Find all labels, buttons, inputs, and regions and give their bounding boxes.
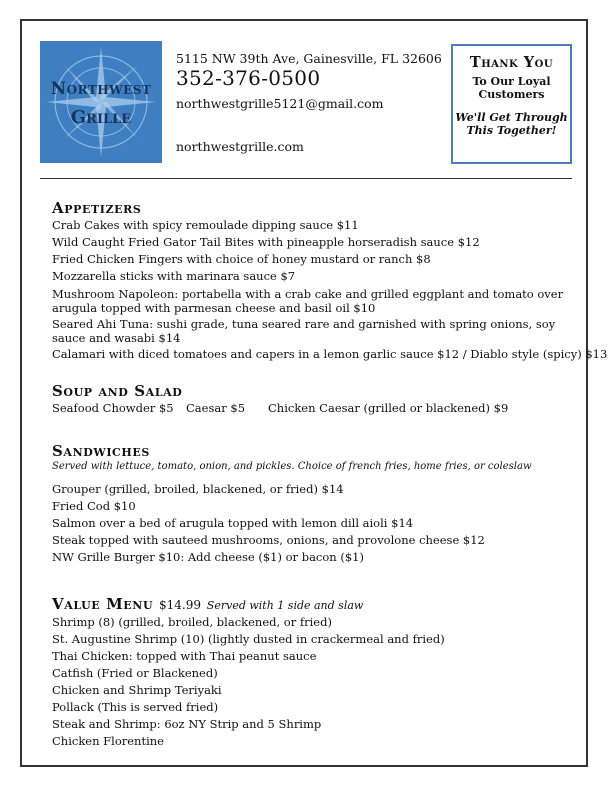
thank-you-title: Thank You — [469, 54, 554, 71]
logo-line-1: Northwest — [50, 79, 152, 99]
menu-item: Mozzarella sticks with marinara sauce $7 — [52, 269, 296, 283]
soup-salad-section — [52, 383, 582, 417]
menu-item: NW Grille Burger $10: Add cheese ($1) or bacon ($1) — [52, 550, 364, 564]
menu-item: Chicken and Shrimp Teriyaki — [52, 683, 222, 697]
section-heading-soup-salad: Soup and Salad — [52, 382, 183, 400]
menu-item: Seafood Chowder $5 — [52, 401, 174, 415]
thank-you-line-1: To Our Loyal Customers — [472, 75, 551, 101]
website: northwestgrille.com — [176, 139, 304, 154]
thank-you-line-2: We'll Get Through This Together! — [455, 111, 568, 137]
compass-rose-icon — [40, 41, 162, 163]
logo-line-2: Grille — [70, 107, 132, 128]
menu-item: Thai Chicken: topped with Thai peanut sauce — [52, 649, 317, 663]
sandwiches-note: Served with lettuce, tomato, onion, and pickles. Choice of french fries, home fries, or coleslaw — [52, 461, 532, 472]
header-divider — [40, 178, 572, 179]
address: 5115 NW 39th Ave, Gainesville, FL 32606 — [176, 51, 442, 66]
section-heading-value-menu — [52, 596, 582, 614]
menu-item: Chicken Florentine — [52, 734, 164, 748]
menu-item: Caesar $5 — [186, 401, 246, 415]
menu-item: Steak and Shrimp: 6oz NY Strip and 5 Shrimp — [52, 717, 322, 731]
menu-item: Calamari with diced tomatoes and capers in a lemon garlic sauce $12 / Diablo style (spicy) $13 — [52, 347, 608, 361]
thank-you-box — [451, 44, 572, 164]
menu-item: Seared Ahi Tuna: sushi grade, tuna seared rare and garnished with spring onions, soy sauce and wasabi $14 — [52, 317, 556, 345]
menu-item: Salmon over a bed of arugula topped with lemon dill aioli $14 — [52, 516, 414, 530]
menu-item: Wild Caught Fried Gator Tail Bites with pineapple horseradish sauce $12 — [52, 235, 480, 249]
menu-item: Fried Chicken Fingers with choice of honey mustard or ranch $8 — [52, 252, 431, 266]
menu-item: Shrimp (8) (grilled, broiled, blackened, or fried) — [52, 615, 332, 629]
section-heading-appetizers: Appetizers — [52, 199, 142, 217]
menu-item: Mushroom Napoleon: portabella with a crab cake and grilled eggplant and tomato over arugula topped with parmesan cheese and basil oil $10 — [52, 287, 564, 315]
menu-item: St. Augustine Shrimp (10) (lightly dusted in crackermeal and fried) — [52, 632, 445, 646]
restaurant-logo — [40, 41, 162, 163]
menu-item: Grouper (grilled, broiled, blackened, or fried) $14 — [52, 482, 344, 496]
section-heading-sandwiches: Sandwiches — [52, 442, 150, 460]
sandwiches-section — [52, 443, 582, 566]
value-menu-note: Served with 1 side and slaw — [206, 599, 364, 612]
value-menu-section — [52, 596, 582, 750]
value-menu-title: Value Menu — [52, 595, 154, 613]
value-menu-price: $14.99 — [158, 598, 201, 612]
menu-item: Crab Cakes with spicy remoulade dipping sauce $11 — [52, 218, 359, 232]
menu-item: Catfish (Fried or Blackened) — [52, 666, 218, 680]
menu-item: Steak topped with sauteed mushrooms, onions, and provolone cheese $12 — [52, 533, 485, 547]
menu-item: Chicken Caesar (grilled or blackened) $9 — [268, 401, 509, 415]
phone-number: 352-376-0500 — [176, 66, 321, 90]
menu-item: Fried Cod $10 — [52, 499, 136, 513]
email-address: northwestgrille5121@gmail.com — [176, 96, 384, 111]
appetizers-section — [52, 199, 608, 363]
menu-item: Pollack (This is served fried) — [52, 700, 219, 714]
